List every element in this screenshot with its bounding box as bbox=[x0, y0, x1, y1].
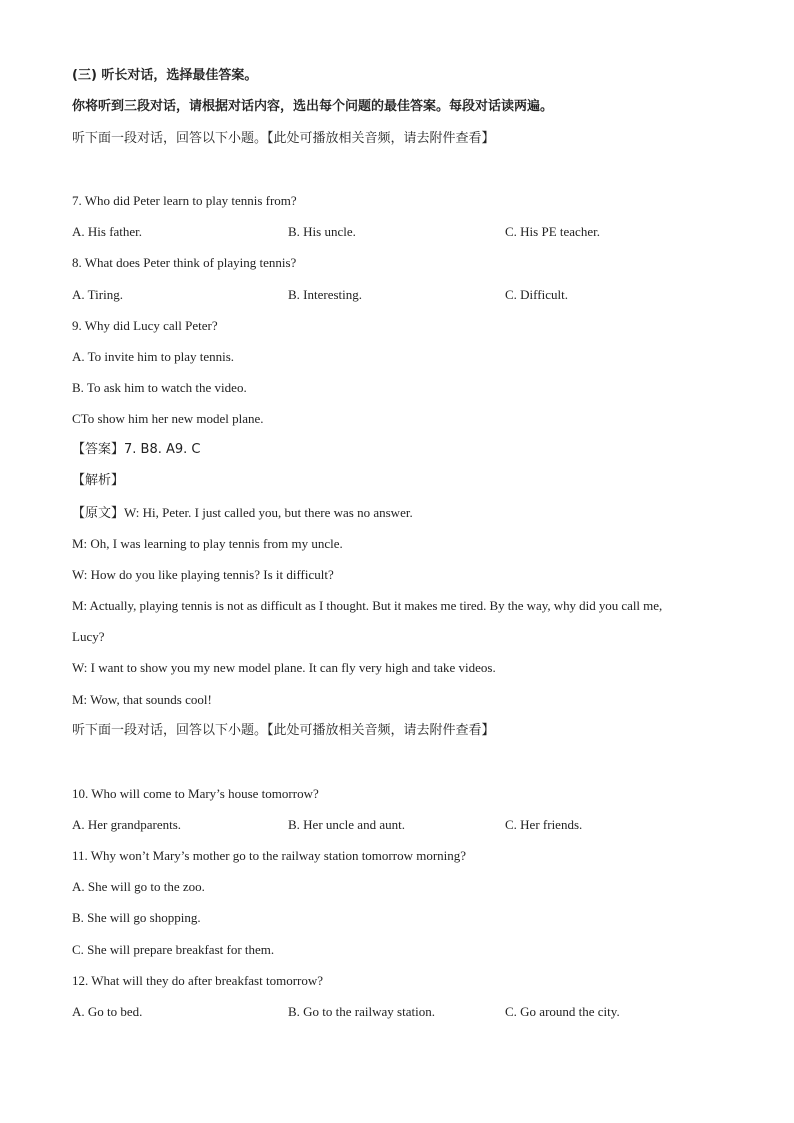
answer-key: 【答案】7. B8. A9. C bbox=[72, 442, 201, 457]
transcript-line: W: How do you like playing tennis? Is it difficult? bbox=[72, 567, 334, 582]
transcript-line: W: I want to show you my new model plane. It can fly very high and take videos. bbox=[72, 660, 496, 675]
question-11: 11. Why won’t Mary’s mother go to the railway station tomorrow morning? bbox=[72, 848, 467, 863]
question-7: 7. Who did Peter learn to play tennis from? bbox=[72, 193, 297, 208]
q11-option-a: A. She will go to the zoo. bbox=[72, 879, 205, 894]
transcript-line: M: Wow, that sounds cool! bbox=[72, 692, 212, 707]
q8-option-b: B. Interesting. bbox=[288, 287, 363, 302]
q12-option-a: A. Go to bed. bbox=[72, 1004, 143, 1019]
q7-option-a: A. His father. bbox=[72, 224, 143, 239]
q7-option-b: B. His uncle. bbox=[288, 224, 356, 239]
q10-option-c: C. Her friends. bbox=[505, 817, 583, 832]
q9-option-c: CTo show him her new model plane. bbox=[72, 411, 264, 426]
question-8: 8. What does Peter think of playing tennis? bbox=[72, 255, 297, 270]
transcript-line: M: Actually, playing tennis is not as difficult as I thought. But it makes me tired. By the way, why did you call me, bbox=[72, 598, 663, 613]
q9-option-a: A. To invite him to play tennis. bbox=[72, 349, 235, 364]
transcript-line: M: Oh, I was learning to play tennis from my uncle. bbox=[72, 536, 343, 551]
q9-option-b: B. To ask him to watch the video. bbox=[72, 380, 247, 395]
q11-option-b: B. She will go shopping. bbox=[72, 910, 201, 925]
q7-option-c: C. His PE teacher. bbox=[505, 224, 600, 239]
q8-option-a: A. Tiring. bbox=[72, 287, 123, 302]
question-12: 12. What will they do after breakfast tomorrow? bbox=[72, 973, 324, 988]
question-9: 9. Why did Lucy call Peter? bbox=[72, 318, 218, 333]
q10-option-a: A. Her grandparents. bbox=[72, 817, 182, 832]
q11-option-c: C. She will prepare breakfast for them. bbox=[72, 942, 275, 957]
section-instruction: 你将听到三段对话，请根据对话内容，选出每个问题的最佳答案。每段对话读两遍。 bbox=[72, 99, 554, 114]
q8-option-c: C. Difficult. bbox=[505, 287, 568, 302]
dialogue1-prompt: 听下面一段对话，回答以下小题。【此处可播放相关音频，请去附件查看】 bbox=[72, 131, 495, 146]
question-10: 10. Who will come to Mary’s house tomorrow? bbox=[72, 786, 319, 801]
dialogue2-prompt: 听下面一段对话，回答以下小题。【此处可播放相关音频，请去附件查看】 bbox=[72, 723, 495, 738]
q10-option-b: B. Her uncle and aunt. bbox=[288, 817, 405, 832]
q12-option-b: B. Go to the railway station. bbox=[288, 1004, 435, 1019]
section-heading: (三) 听长对话，选择最佳答案。 bbox=[72, 68, 258, 83]
q12-option-c: C. Go around the city. bbox=[505, 1004, 620, 1019]
transcript-line: Lucy? bbox=[72, 629, 105, 644]
analysis-heading: 【解析】 bbox=[72, 473, 125, 488]
transcript-line: 【原文】W: Hi, Peter. I just called you, but there was no answer. bbox=[72, 505, 413, 520]
